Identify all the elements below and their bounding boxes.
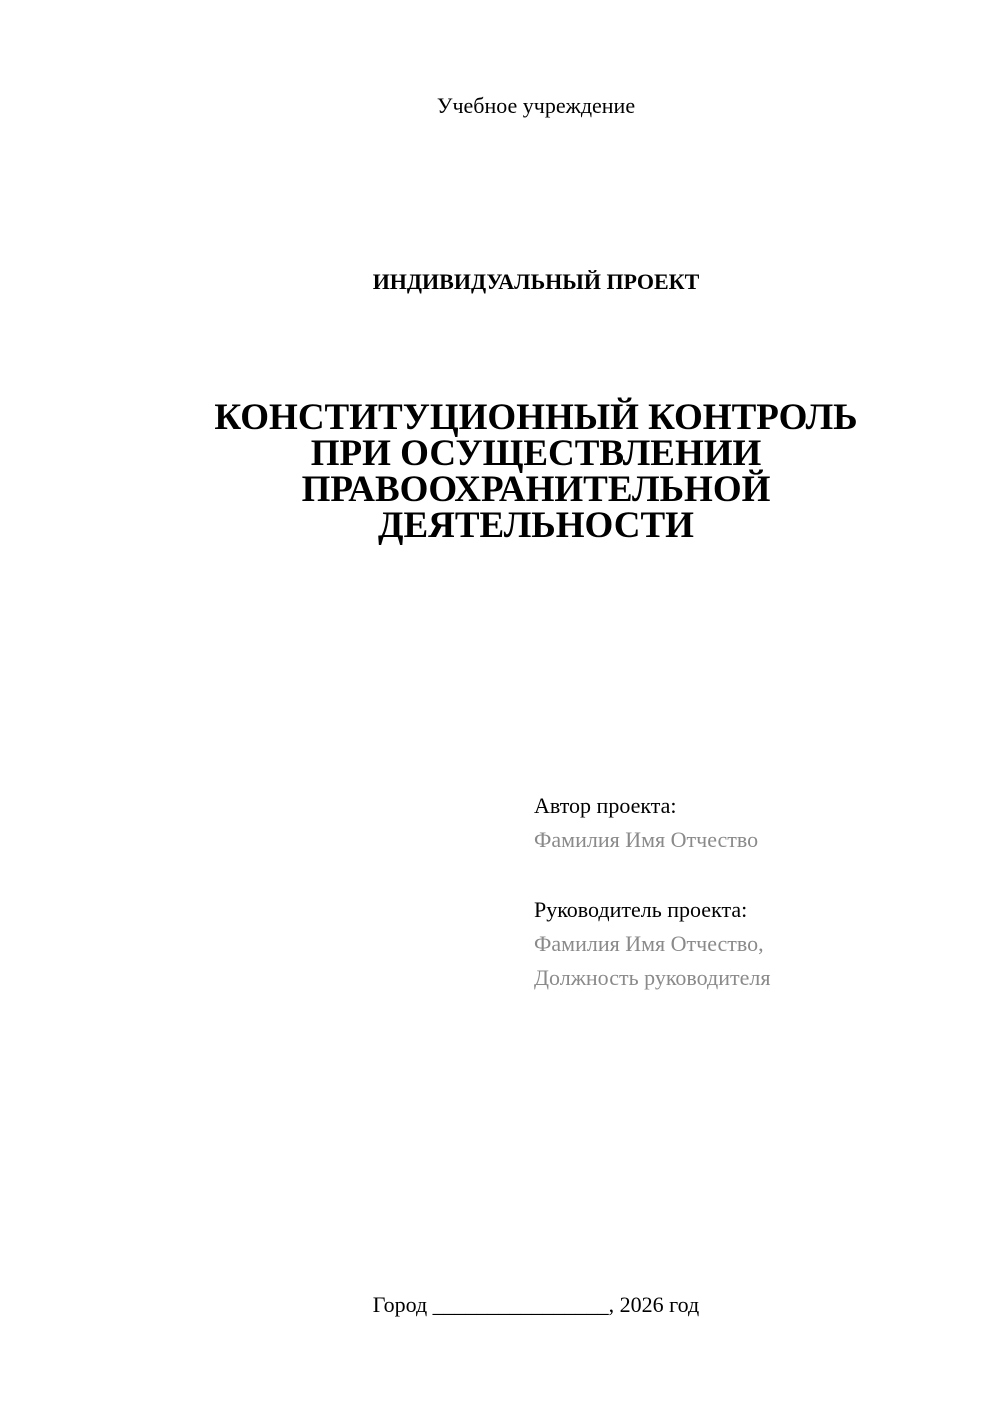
city-blank: ________________ bbox=[432, 1292, 609, 1317]
credits-block bbox=[534, 789, 954, 995]
city-year-line bbox=[0, 1291, 1000, 1319]
supervisor-label: Руководитель проекта: bbox=[534, 897, 748, 922]
project-title-line: ПРИ ОСУЩЕСТВЛЕНИИ bbox=[310, 433, 762, 474]
document-type-heading: ИНДИВИДУАЛЬНЫЙ ПРОЕКТ bbox=[372, 269, 700, 294]
project-title bbox=[0, 397, 1000, 546]
author-name: Фамилия Имя Отчество bbox=[534, 827, 759, 852]
city-label: Город bbox=[372, 1292, 428, 1317]
supervisor-name: Фамилия Имя Отчество, bbox=[534, 931, 764, 956]
supervisor-position: Должность руководителя bbox=[534, 965, 771, 990]
project-title-line: ДЕЯТЕЛЬНОСТИ bbox=[378, 505, 694, 546]
year-text: , 2026 год bbox=[608, 1292, 700, 1317]
credits-spacer bbox=[534, 857, 954, 893]
project-title-line: КОНСТИТУЦИОННЫЙ КОНТРОЛЬ bbox=[214, 397, 858, 438]
project-title-line: ПРАВООХРАНИТЕЛЬНОЙ bbox=[301, 469, 771, 510]
institution-name: Учебное учреждение bbox=[436, 93, 636, 118]
author-label: Автор проекта: bbox=[534, 793, 677, 818]
